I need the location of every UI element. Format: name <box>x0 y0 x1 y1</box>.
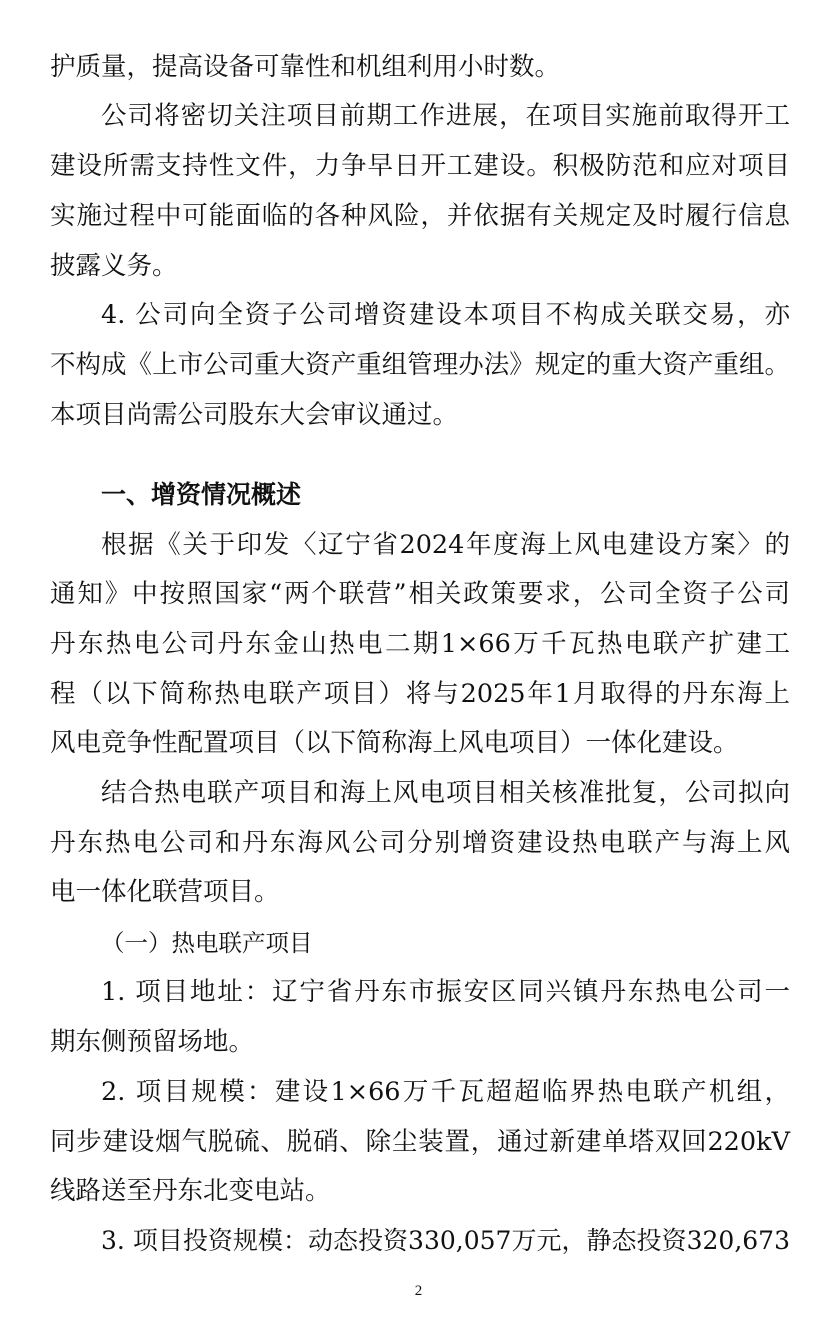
body-text-line: 风电竞争性配置项目（以下简称海上风电项目）一体化建设。 <box>50 728 739 758</box>
body-text-line: 1. 项目地址：辽宁省丹东市振安区同兴镇丹东热电公司一 <box>101 977 790 1007</box>
body-text-line: 本项目尚需公司股东大会审议通过。 <box>50 400 459 430</box>
body-text-line: 通知》中按照国家“两个联营”相关政策要求，公司全资子公司 <box>50 579 790 609</box>
body-text-line: 电一体化联营项目。 <box>50 877 280 907</box>
body-text-line: 护质量，提高设备可靠性和机组利用小时数。 <box>50 52 561 82</box>
section-heading: 一、增资情况概述 <box>101 480 302 509</box>
body-text-line: 结合热电联产项目和海上风电项目相关核准批复，公司拟向 <box>101 778 790 808</box>
subsection-heading: （一）热电联产项目 <box>101 929 313 957</box>
body-text-line: 根据《关于印发〈辽宁省2024年度海上风电建设方案〉的 <box>101 530 790 560</box>
body-text-line: 披露义务。 <box>50 251 178 281</box>
body-text-line: 实施过程中可能面临的各种风险，并依据有关规定及时履行信息 <box>50 201 790 231</box>
page-number: 2 <box>414 1283 423 1299</box>
body-text-line: 3. 项目投资规模：动态投资330,057万元，静态投资320,673 <box>101 1226 790 1255</box>
body-text-line: 不构成《上市公司重大资产重组管理办法》规定的重大资产重组。 <box>50 350 790 380</box>
body-text-line: 建设所需支持性文件，力争早日开工建设。积极防范和应对项目 <box>50 151 790 181</box>
body-text-line: 公司将密切关注项目前期工作进展，在项目实施前取得开工 <box>101 101 790 131</box>
body-text-line: 4. 公司向全资子公司增资建设本项目不构成关联交易，亦 <box>101 300 790 330</box>
body-text-line: 线路送至丹东北变电站。 <box>50 1176 331 1206</box>
body-text-line: 程（以下简称热电联产项目）将与2025年1月取得的丹东海上 <box>50 679 790 709</box>
body-text-line: 期东侧预留场地。 <box>50 1027 255 1057</box>
body-text-line: 同步建设烟气脱硫、脱硝、除尘装置，通过新建单塔双回220kV <box>50 1127 790 1157</box>
body-text-line: 丹东热电公司丹东金山热电二期1×66万千瓦热电联产扩建工 <box>50 629 790 659</box>
body-text-line: 2. 项目规模：建设1×66万千瓦超超临界热电联产机组， <box>101 1077 790 1107</box>
body-text-line: 丹东热电公司和丹东海风公司分别增资建设热电联产与海上风 <box>50 828 790 858</box>
